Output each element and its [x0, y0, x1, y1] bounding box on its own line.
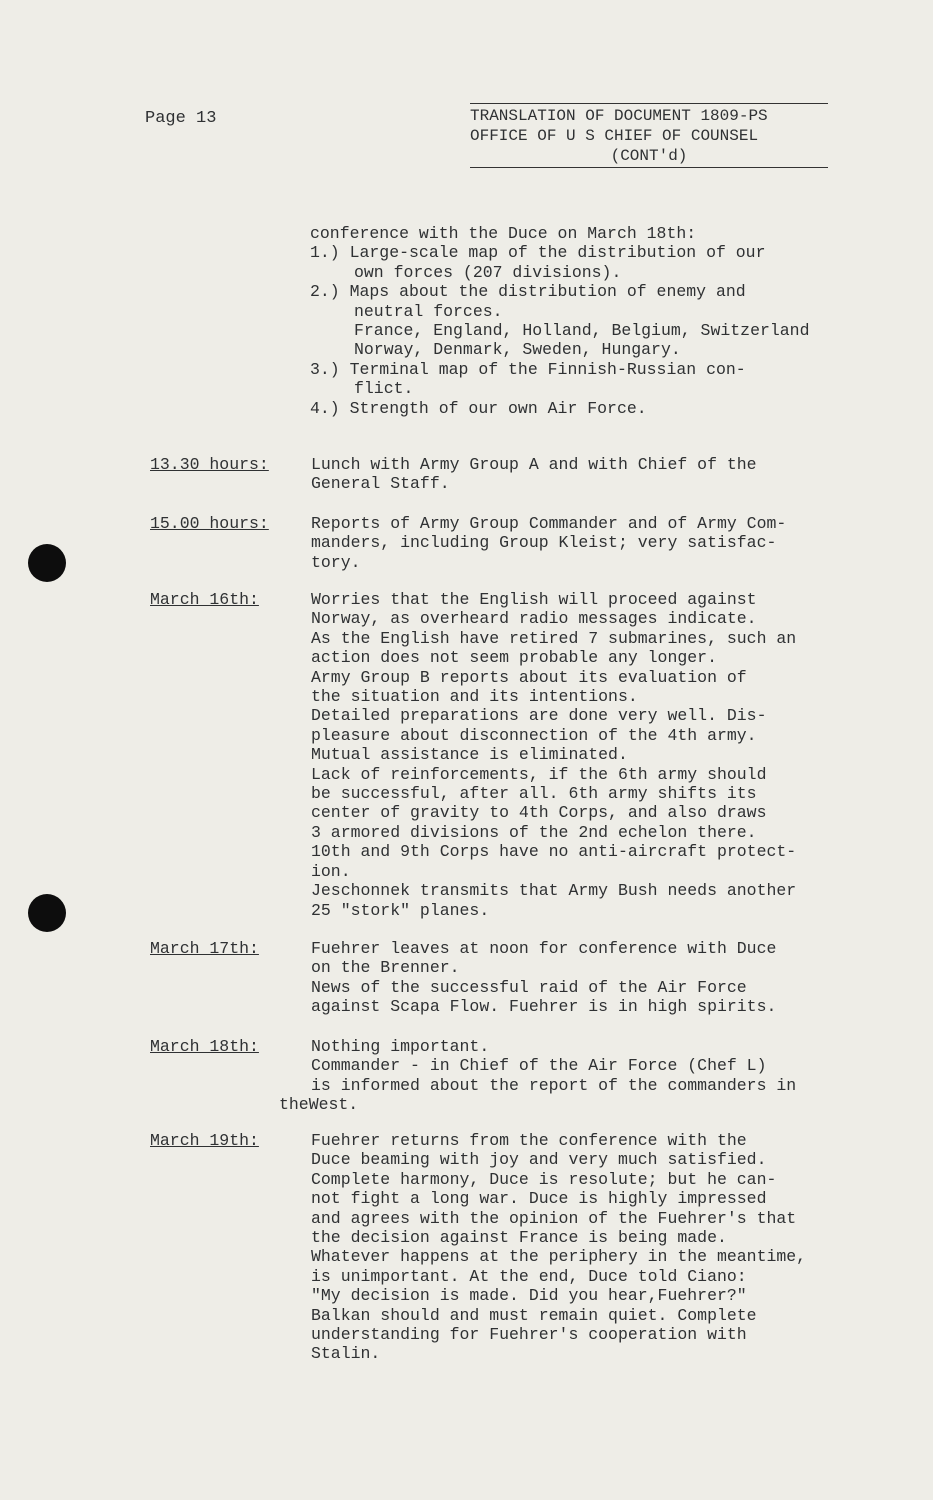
punch-hole: [28, 894, 66, 932]
entry-date-label: March 18th:: [150, 1037, 259, 1056]
header-continued: (CONT'd): [470, 146, 828, 168]
entry-line: Lack of reinforcements, if the 6th army should: [311, 764, 767, 784]
entry-line: ion.: [311, 861, 351, 881]
entry-line: 10th and 9th Corps have no anti-aircraft protect-: [311, 842, 797, 862]
entry-line: pleasure about disconnection of the 4th army.: [311, 725, 757, 745]
entry-line: "My decision is made. Did you hear,Fuehrer?": [311, 1286, 747, 1306]
intro-line: neutral forces.: [354, 301, 503, 321]
intro-line: 1.) Large-scale map of the distribution of our: [310, 243, 766, 263]
intro-line: flict.: [354, 379, 414, 399]
entry-text: [311, 939, 890, 1017]
entry-line: Fuehrer leaves at noon for conference with Duce: [311, 939, 777, 958]
entry-line: action does not seem probable any longer.: [311, 648, 717, 668]
intro-line: own forces (207 divisions).: [354, 262, 622, 282]
entry-line: Commander - in Chief of the Air Force (Chef L): [311, 1056, 767, 1076]
entry-line: As the English have retired 7 submarines, such an: [311, 628, 797, 648]
header-top-rule: [470, 103, 828, 104]
entry-line: and agrees with the opinion of the Fuehrer's that: [311, 1208, 797, 1228]
entry-line: theWest.: [279, 1095, 359, 1115]
entry-text: [311, 514, 890, 572]
entry-line: Fuehrer returns from the conference with the: [311, 1131, 747, 1150]
entry-1500: [150, 514, 890, 572]
intro-line: Norway, Denmark, Sweden, Hungary.: [354, 340, 681, 360]
entry-line: Duce beaming with joy and very much satisfied.: [311, 1150, 767, 1170]
entry-1330: [150, 455, 890, 494]
page-number: Page 13: [145, 109, 217, 128]
entry-line: Jeschonnek transmits that Army Bush needs another: [311, 881, 797, 901]
header-line: OFFICE OF U S CHIEF OF COUNSEL: [470, 127, 759, 145]
entry-line: Detailed preparations are done very well. Dis-: [311, 706, 767, 726]
entry-line: is informed about the report of the commanders in: [311, 1075, 797, 1095]
intro-line: 3.) Terminal map of the Finnish-Russian con-: [310, 359, 746, 379]
entry-line: the decision against France is being made.: [311, 1228, 727, 1248]
punch-hole: [28, 544, 66, 582]
entry-line: Complete harmony, Duce is resolute; but he can-: [311, 1169, 777, 1189]
entry-line: 25 "stork" planes.: [311, 900, 490, 920]
intro-line: France, England, Holland, Belgium, Switzerland: [354, 321, 810, 341]
header-line: TRANSLATION OF DOCUMENT 1809-PS: [470, 107, 768, 125]
entry-line: understanding for Fuehrer's cooperation with: [311, 1325, 747, 1345]
intro-block: [310, 224, 809, 418]
intro-line: 2.) Maps about the distribution of enemy and: [310, 282, 746, 302]
entry-line: Army Group B reports about its evaluation of: [311, 667, 747, 687]
entry-line: Stalin.: [311, 1344, 381, 1364]
entry-line: 3 armored divisions of the 2nd echelon there.: [311, 822, 757, 842]
entry-line: is unimportant. At the end, Duce told Ciano:: [311, 1266, 747, 1286]
entry-line: Nothing important.: [311, 1037, 490, 1056]
entry-march-18: [150, 1037, 890, 1115]
entry-line: center of gravity to 4th Corps, and also draws: [311, 803, 767, 823]
intro-line: 4.) Strength of our own Air Force.: [310, 398, 647, 418]
document-header: [470, 103, 828, 168]
entry-line: against Scapa Flow. Fuehrer is in high spirits.: [311, 997, 777, 1017]
entry-line: Reports of Army Group Commander and of Army Com-: [311, 514, 787, 533]
entry-line: be successful, after all. 6th army shifts its: [311, 784, 757, 804]
entry-date-label: March 16th:: [150, 590, 259, 609]
entry-line: not fight a long war. Duce is highly impressed: [311, 1189, 767, 1209]
entry-line: Worries that the English will proceed against: [311, 590, 757, 609]
entry-line: Balkan should and must remain quiet. Complete: [311, 1305, 757, 1325]
entry-line: Mutual assistance is eliminated.: [311, 745, 628, 765]
entry-line: on the Brenner.: [311, 958, 460, 978]
intro-line: conference with the Duce on March 18th:: [310, 224, 697, 243]
entry-date-label: March 17th:: [150, 939, 259, 958]
entry-line: Lunch with Army Group A and with Chief of the: [311, 455, 757, 474]
entry-time-label: 15.00 hours:: [150, 514, 269, 533]
entry-line: General Staff.: [311, 474, 450, 494]
entry-line: manders, including Group Kleist; very satisfac-: [311, 533, 777, 553]
entry-text: [311, 590, 890, 920]
entry-time-label: 13.30 hours:: [150, 455, 269, 474]
entry-text: [311, 1131, 890, 1364]
entry-text: [279, 1037, 890, 1115]
entry-march-19: [150, 1131, 890, 1364]
entry-line: Norway, as overheard radio messages indicate.: [311, 609, 757, 629]
entry-line: the situation and its intentions.: [311, 687, 638, 707]
entry-line: News of the successful raid of the Air Force: [311, 977, 747, 997]
entry-date-label: March 19th:: [150, 1131, 259, 1150]
entry-line: Whatever happens at the periphery in the meantime,: [311, 1247, 807, 1267]
entry-march-16: [150, 590, 890, 920]
entry-line: tory.: [311, 552, 361, 572]
entry-text: [311, 455, 890, 494]
entry-march-17: [150, 939, 890, 1017]
